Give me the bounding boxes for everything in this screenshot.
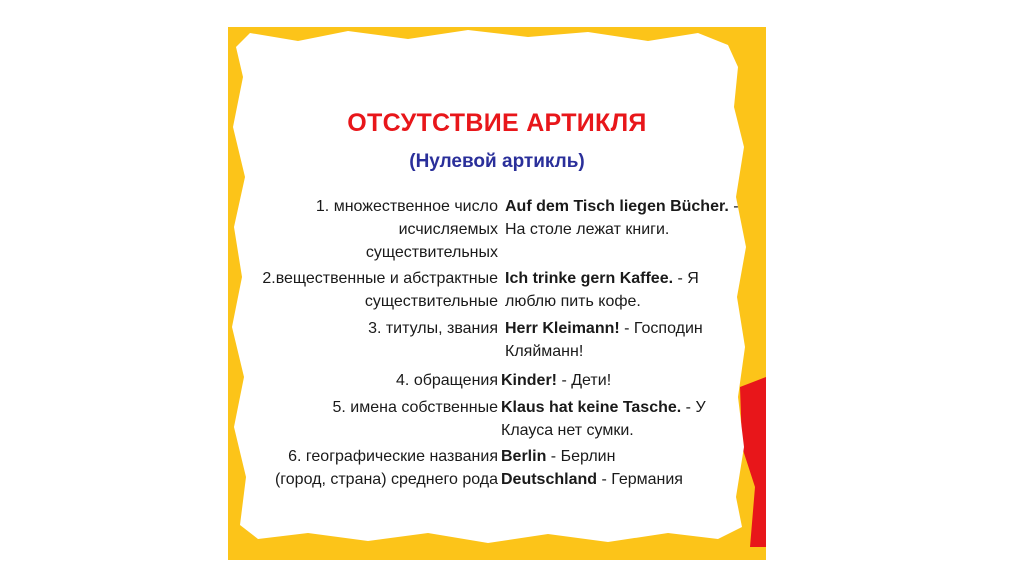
rule-example: Auf dem Tisch liegen Bücher. - На столе лежат книги. [505,198,739,238]
rule-example: Herr Kleimann! - Господин Кляйманн! [505,320,703,360]
rule-example: Ich trinke gern Kaffee. - Я люблю пить кофе. [505,270,699,310]
slide-subtitle: (Нулевой артикль) [409,151,585,172]
rule-label: 1. множественное число исчисляемых существительных [315,198,498,261]
slide-title: ОТСУТСТВИЕ АРТИКЛЯ [347,109,647,137]
rule-label: 2.вещественные и абстрактные существительные [262,270,498,310]
rule-example: Klaus hat keine Tasche. - У Клауса нет сумки. [501,399,706,439]
rule-example: Berlin - Берлин Deutschland - Германия [501,448,683,488]
rule-label: 5. имена собственные [332,399,498,416]
rule-example: Kinder! - Дети! [501,372,612,389]
rule-label: 3. титулы, звания [368,320,498,337]
rule-label: 4. обращения [396,372,498,389]
rule-label: 6. географические названия (город, страна) среднего рода [274,448,498,488]
slide [228,27,766,560]
